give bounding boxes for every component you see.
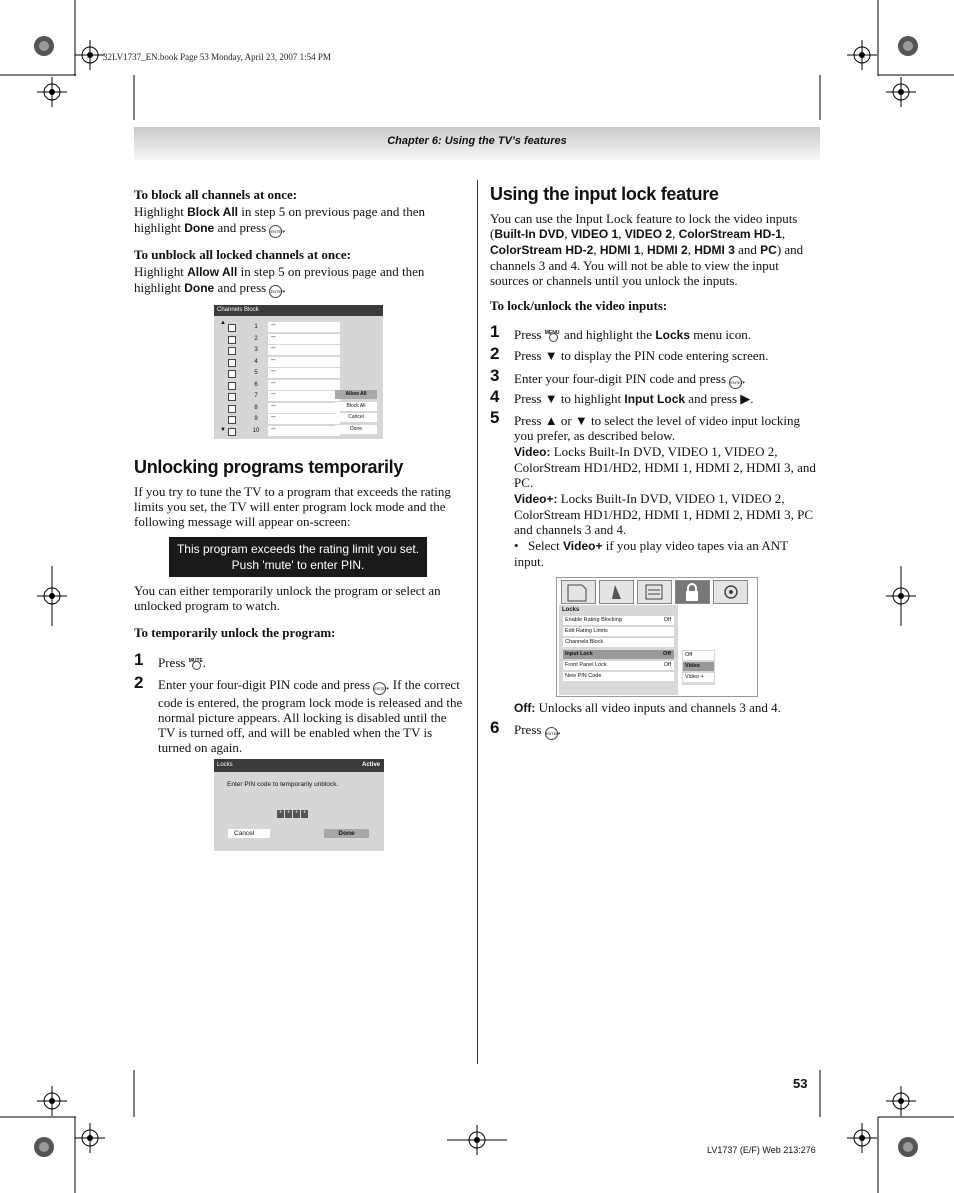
video-description: Video: Locks Built-In DVD, VIDEO 1, VIDEO 2, ColorStream HD1/HD2, HDMI 1, HDMI 2, HDMI 3, and PC. bbox=[514, 444, 816, 490]
unlocking-heading: Unlocking programs temporarily bbox=[134, 457, 404, 477]
unlocking-text: If you try to tune the TV to a program that exceeds the rating limits you set, the TV will enter program lock mode and the following message will appear on-screen: bbox=[134, 484, 451, 529]
page-number: 53 bbox=[793, 1076, 808, 1091]
channel-checkbox[interactable] bbox=[228, 359, 236, 367]
channel-row[interactable]: 9 -- bbox=[228, 414, 342, 425]
channel-checkbox[interactable] bbox=[228, 347, 236, 355]
channel-checkbox[interactable] bbox=[228, 382, 236, 390]
channel-checkbox[interactable] bbox=[228, 405, 236, 413]
warning-line-1: This program exceeds the rating limit you set. bbox=[176, 542, 420, 556]
block-all-button[interactable]: Block All bbox=[335, 402, 377, 411]
pin-entry-screen bbox=[214, 759, 384, 851]
enter-button-icon: ENTER bbox=[545, 727, 558, 740]
locks-panel bbox=[559, 605, 678, 695]
menu-row-new-pin-code[interactable]: New PIN Code bbox=[563, 672, 674, 681]
picture-menu-icon[interactable] bbox=[561, 580, 596, 604]
file-info: 32LV1737_EN.book Page 53 Monday, April 23, 2007 1:54 PM bbox=[103, 52, 331, 62]
menu-row-input-lock[interactable]: Input Lock Off bbox=[563, 650, 674, 659]
channels-block-title: Channels Block bbox=[214, 305, 383, 316]
step-number: 6 bbox=[490, 718, 500, 737]
footer-code: LV1737 (E/F) Web 213:276 bbox=[707, 1145, 816, 1155]
channel-checkbox[interactable] bbox=[228, 393, 236, 401]
locks-menu-screen bbox=[556, 577, 758, 697]
channel-checkbox[interactable] bbox=[228, 428, 236, 436]
step-number: 2 bbox=[490, 344, 500, 363]
input-step-1-text: Press MENU and highlight the Locks menu icon. bbox=[514, 327, 752, 342]
unblock-heading: To unblock all locked channels at once: bbox=[134, 247, 351, 262]
temp-unlock-heading: To temporarily unlock the program: bbox=[134, 625, 336, 640]
enter-button-icon: ENTER bbox=[729, 376, 742, 389]
menu-row-front-panel-lock[interactable]: Front Panel Lock Off bbox=[563, 661, 674, 670]
lock-unlock-heading: To lock/unlock the video inputs: bbox=[490, 298, 668, 313]
block-all-text: Highlight Block All in step 5 on previous page and then highlight Done and press ENTER. bbox=[134, 204, 464, 238]
enter-button-icon: ENTER bbox=[373, 682, 386, 695]
sound-menu-icon[interactable] bbox=[599, 580, 634, 604]
channel-row[interactable]: 5 -- bbox=[228, 368, 342, 379]
scroll-down-arrow-icon[interactable]: ▼ bbox=[220, 427, 226, 433]
input-step-5-text: Press ▲ or ▼ to select the level of video input locking you prefer, as described below. bbox=[514, 413, 801, 443]
step-number: 2 bbox=[134, 673, 144, 692]
pin-cancel-button[interactable]: Cancel bbox=[228, 829, 270, 838]
step-number: 1 bbox=[134, 650, 144, 669]
cancel-button[interactable]: Cancel bbox=[335, 413, 377, 422]
input-lock-options bbox=[682, 650, 715, 685]
pin-digits[interactable]: * * * * bbox=[277, 802, 308, 820]
done-button[interactable]: Done bbox=[335, 425, 377, 434]
channel-row[interactable]: 10 -- bbox=[228, 426, 342, 437]
channel-row[interactable]: 7 -- bbox=[228, 391, 342, 402]
channel-checkbox[interactable] bbox=[228, 416, 236, 424]
menu-row-channels-block[interactable]: Channels Block bbox=[563, 638, 674, 647]
input-lock-heading: Using the input lock feature bbox=[490, 184, 719, 204]
enter-button-icon: ENTER bbox=[269, 225, 282, 238]
either-text: You can either temporarily unlock the program or select an unlocked program to watch. bbox=[134, 583, 441, 613]
channel-checkbox[interactable] bbox=[228, 370, 236, 378]
step-number: 4 bbox=[490, 387, 500, 406]
option-off[interactable]: Off bbox=[683, 651, 714, 660]
channel-checkbox[interactable] bbox=[228, 336, 236, 344]
block-all-heading: To block all channels at once: bbox=[134, 187, 298, 202]
step-1-text: Press MUTE . bbox=[158, 655, 206, 670]
input-step-6-text: Press ENTER. bbox=[514, 722, 561, 740]
pin-prompt: Enter PIN code to temporarily unblock. bbox=[227, 781, 339, 788]
channel-row[interactable]: 3 -- bbox=[228, 345, 342, 356]
option-video-plus[interactable]: Video + bbox=[683, 673, 714, 682]
step-2-text: Enter your four-digit PIN code and press ENTER. If the correct code is entered, the program lock mode is released and the normal picture appears. All locking is disabled until the TV is turned off, and will be enabled when the TV is turned on again. bbox=[158, 677, 463, 755]
menu-row-edit-rating-limits[interactable]: Edit Rating Limits bbox=[563, 627, 674, 636]
channel-row[interactable]: 6 -- bbox=[228, 380, 342, 391]
allow-all-button[interactable]: Allow All bbox=[335, 390, 377, 399]
channel-row[interactable]: 4 -- bbox=[228, 357, 342, 368]
warning-line-2: Push 'mute' to enter PIN. bbox=[231, 558, 365, 572]
locks-panel-title: Locks bbox=[562, 607, 580, 613]
input-step-4-text: Press ▼ to highlight Input Lock and press ▶. bbox=[514, 391, 754, 406]
channel-row[interactable]: 8 -- bbox=[228, 403, 342, 414]
option-video[interactable]: Video bbox=[683, 662, 714, 671]
chapter-header bbox=[134, 127, 820, 160]
mute-button-icon: MUTE bbox=[189, 657, 203, 669]
rating-warning-message bbox=[169, 537, 427, 577]
step-number: 1 bbox=[490, 322, 500, 341]
off-description: Off: Unlocks all video inputs and channels 3 and 4. bbox=[514, 700, 781, 715]
setup-menu-icon[interactable] bbox=[637, 580, 672, 604]
locks-menu-icon[interactable] bbox=[675, 580, 710, 604]
unblock-text: Highlight Allow All in step 5 on previous page and then highlight Done and press ENTER. bbox=[134, 264, 464, 298]
step-number: 5 bbox=[490, 408, 500, 427]
scroll-up-arrow-icon[interactable]: ▲ bbox=[220, 320, 226, 326]
input-lock-intro: You can use the Input Lock feature to lock the video inputs (Built-In DVD, VIDEO 1, VIDEO 2, ColorStream HD-1, ColorStream HD-2, HDMI 1, HDMI 2, HDMI 3 and PC) and channels 3 and 4. You will not be able to view the input sources or channels until you unlock the inputs. bbox=[490, 211, 804, 288]
channel-row[interactable]: 2 -- bbox=[228, 334, 342, 345]
pin-screen-status: Active bbox=[361, 762, 380, 768]
input-step-3-text: Enter your four-digit PIN code and press ENTER. bbox=[514, 371, 746, 389]
column-divider bbox=[477, 180, 478, 1064]
chapter-title: Chapter 6: Using the TV’s features bbox=[387, 135, 567, 147]
channel-checkbox[interactable] bbox=[228, 324, 236, 332]
channels-block-screen bbox=[214, 305, 383, 439]
step-number: 3 bbox=[490, 366, 500, 385]
pin-done-button[interactable]: Done bbox=[324, 829, 369, 838]
preferences-gear-icon[interactable] bbox=[713, 580, 748, 604]
menu-button-icon: MENU bbox=[545, 329, 561, 341]
channel-row[interactable]: 1 -- bbox=[228, 322, 342, 333]
videoplus-description: Video+: Locks Built-In DVD, VIDEO 1, VIDEO 2, ColorStream HD1/HD2, HDMI 1, HDMI 2, HDMI 3, PC and channels 3 and 4. bbox=[514, 491, 813, 537]
menu-row-enable-rating-blocking[interactable]: Enable Rating Blocking Off bbox=[563, 616, 674, 625]
menu-icon-bar bbox=[559, 580, 755, 605]
enter-button-icon: ENTER bbox=[269, 285, 282, 298]
videoplus-bullet: • Select Video+ if you play video tapes via an ANT input. bbox=[514, 538, 788, 569]
input-step-2-text: Press ▼ to display the PIN code entering screen. bbox=[514, 348, 769, 363]
pin-screen-title: Locks bbox=[217, 762, 233, 768]
